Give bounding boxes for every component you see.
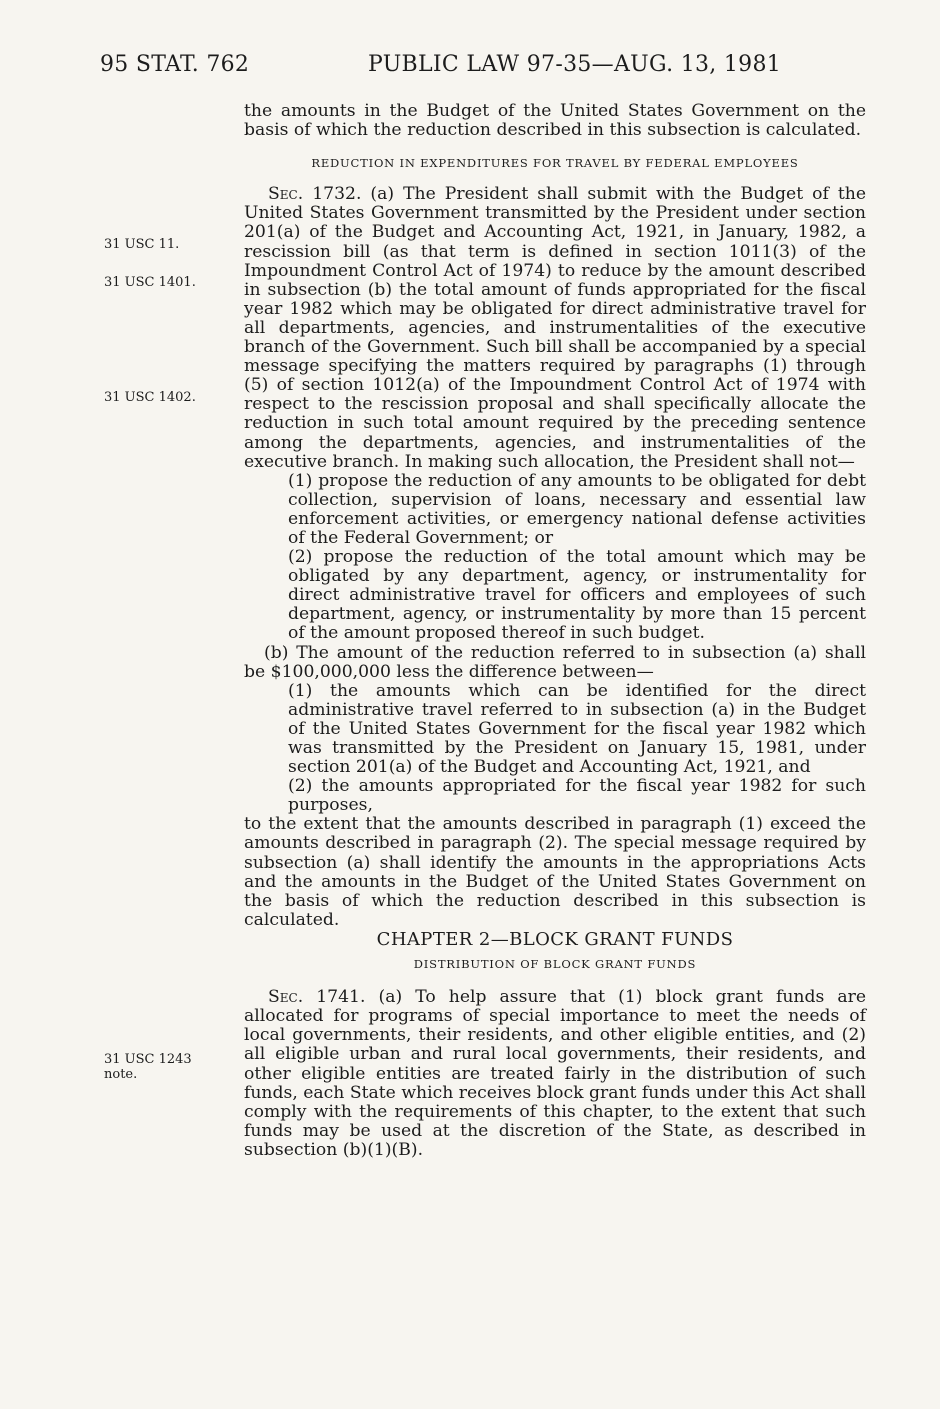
intro-paragraph: the amounts in the Budget of the United States Government on the basis of which the reduction described in this subsection is calculated. — [244, 101, 866, 141]
margin-note-31-usc-1402: 31 USC 1402. — [104, 390, 196, 405]
statute-body — [244, 102, 866, 1160]
section-1732-paragraph — [244, 185, 866, 471]
stat-page-reference: 95 STAT. 762 — [100, 52, 250, 77]
section-1732-text: 1732. (a) The President shall submit with the Budget of the United States Government transmitted by the President under section 201(a) of the Budget and Accounting Act, 1921, in January, 1982, a rescission bill (as that term is defined in section 1011(3) of the Impoundment Control Act of 1974) to reduce by the amount described in subsection (b) the total amount of funds appropriated for the fiscal year 1982 which may be obligated for direct administrative travel for all departments, agencies, and instrumentalities of the executive branch of the Government. Such bill shall be accompanied by a special message specifying the matters required by paragraphs (1) through (5) of section 1012(a) of the Impoundment Control Act of 1974 with respect to the rescission proposal and shall specifically allocate the reduction in such total amount required by the preceding sentence among the departments, agencies, and instrumentalities of the executive branch. In making such allocation, the President shall not— — [244, 184, 866, 472]
section-1741-text: 1741. (a) To help assure that (1) block grant funds are allocated for programs of special importance to meet the needs of local governments, their residents, and other eligible entities, and (2) all eligible urban and rural local governments, their residents, and other eligible entities are treated fairly in the distribution of such funds, each State which receives block grant funds under this Act shall comply with the requirements of this chapter, to the extent that such funds may be used at the discretion of the State, as described in subsection (b)(1)(B). — [244, 987, 866, 1160]
paragraph-b2: (2) the amounts appropriated for the fiscal year 1982 for such purposes, — [288, 776, 866, 816]
paragraph-b1: (1) the amounts which can be identified for the direct administrative travel referred to in subsection (a) in the Budget of the United States Government for the fiscal year 1982 which was transmitted by the President on January 15, 1981, under section 201(a) of the Budget and Accounting Act, 1921, and — [288, 680, 866, 778]
public-law-title: PUBLIC LAW 97-35—AUG. 13, 1981 — [368, 52, 782, 77]
closing-paragraph: to the extent that the amounts described in paragraph (1) exceed the amounts described in paragraph (2). The special message required by subsection (a) shall identify the amounts in the appropriations Acts and the amounts in the Budget of the United States Government on the basis of which the reduction described in this subsection is calculated. — [244, 814, 866, 930]
chapter-2-heading: CHAPTER 2—BLOCK GRANT FUNDS — [376, 928, 734, 950]
margin-note-31-usc-1401: 31 USC 1401. — [104, 275, 196, 290]
paragraph-a2: (2) propose the reduction of the total amount which may be obligated by any department, agency, or instrumentality for direct administrative travel for officers and employees of such department, agency, or instrumentality by more than 15 percent of the amount proposed thereof in such budget. — [288, 547, 866, 644]
section-heading-block-grant-distribution: DISTRIBUTION OF BLOCK GRANT FUNDS — [413, 957, 697, 972]
section-1741-paragraph — [244, 988, 866, 1160]
margin-note-31-usc-1243: 31 USC 1243 note. — [104, 1052, 192, 1082]
page-header — [0, 52, 940, 82]
section-label: Sec. — [268, 184, 304, 205]
section-heading-travel-reduction: REDUCTION IN EXPENDITURES FOR TRAVEL BY FEDERAL EMPLOYEES — [311, 156, 799, 171]
section-label: Sec. — [268, 987, 304, 1008]
paragraph-a1: (1) propose the reduction of any amounts to be obligated for debt collection, supervision of loans, necessary and essential law enforcement activities, or emergency national defense activities of the Federal Government; or — [288, 470, 866, 548]
subsection-b: (b) The amount of the reduction referred to in subsection (a) shall be $100,000,000 less the difference between— — [244, 642, 866, 682]
margin-note-31-usc-11: 31 USC 11. — [104, 237, 180, 252]
